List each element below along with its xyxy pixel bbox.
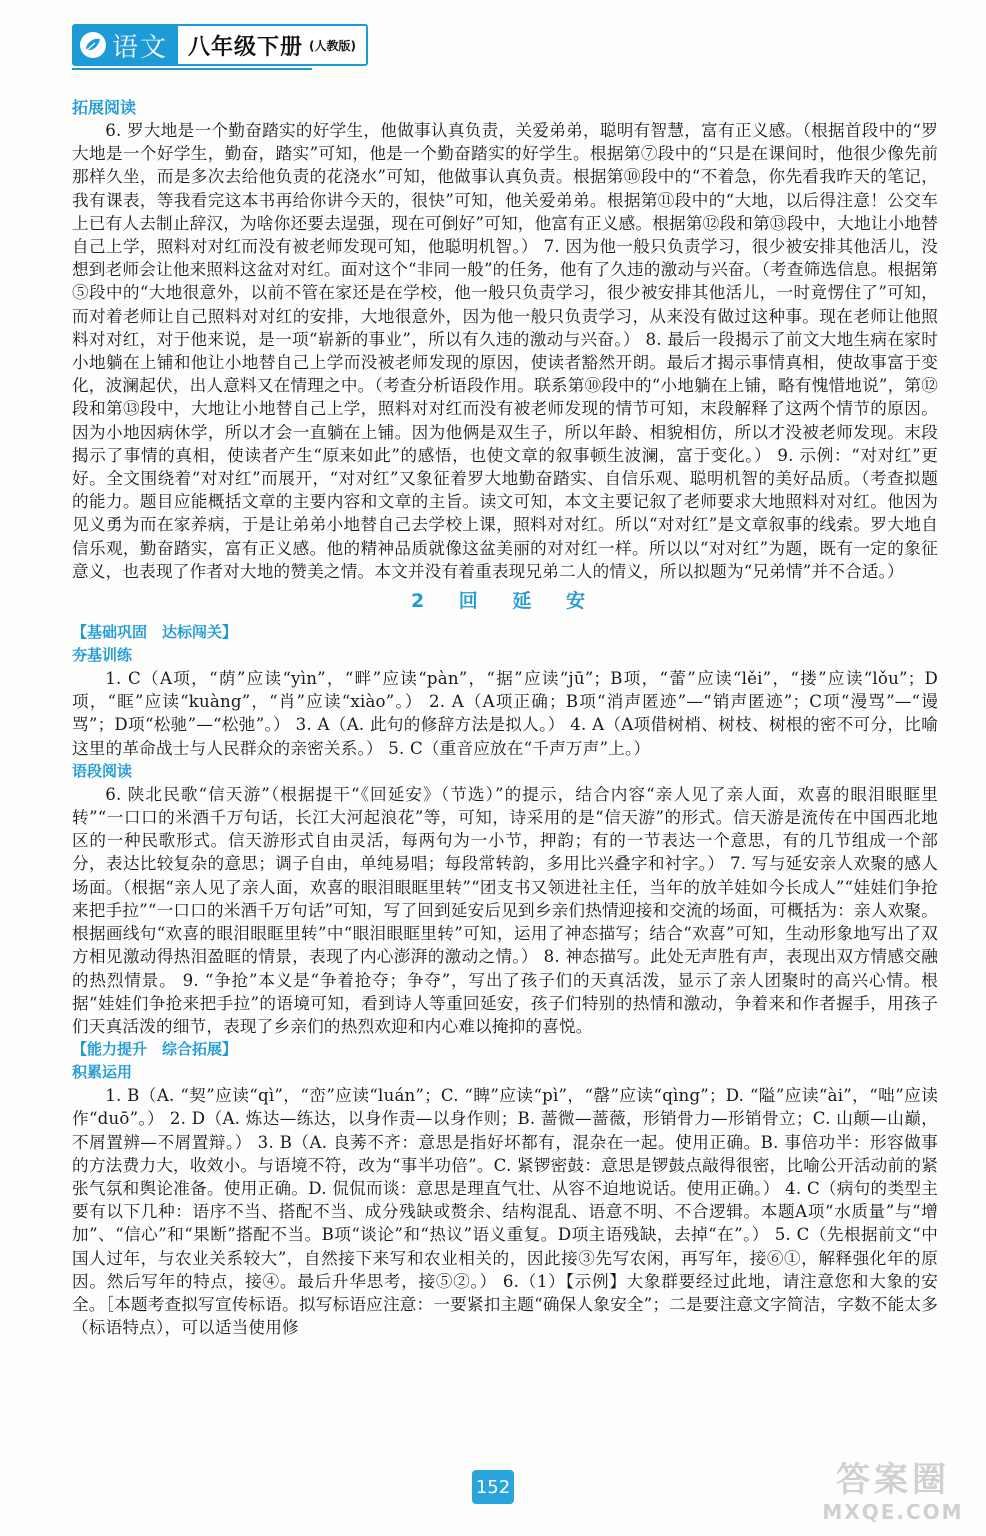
- part-heading-basic: 【基础巩固 达标闯关】: [72, 623, 238, 642]
- page-header: [72, 24, 368, 66]
- answer-paragraph: 1. B（A. “契”应读“qì”，“峦”应读“luán”；C. “睥”应读“pì”，“罄”应读“qìng”；D. “隘”应读“ài”，“咄”应读作“duō”。） 2. D（A. 炼达—练达，以身作责—以身作则；B. 蔷微—蔷薇，形销骨力—形销骨立；C. 山颠—山巅，不屑置辨—不屑置辩。） 3. B（A. 良莠不齐：意思是指好坏都有，混杂在一起。使用正确。B. 事倍功半：形容做事的方法费力大，收效小。与语境不符，改为“事半功倍”。C. 紧锣密鼓：意思是锣鼓点敲得很密，比喻公开活动前的紧张气氛和舆论准备。使用正确。D. 侃侃而谈：意思是理直气壮、从容不迫地说话。使用正确。） 4. C（病句的类型主要有以下几种：语序不当、搭配不当、成分残缺或赘余、结构混乱、语意不明、不合逻辑。本题A项“水质量”与“增加”、“信心”和“果断”搭配不当。B项“谈论”和“热议”语义重复。D项主语残缺，去掉“在”。） 5. C（先根据前文“中国人过年，与农业关系较大”，自然接下来写和农业相关的，因此接③先写农闲，再写年，接⑥①，解释强化年的原因。然后写年的特点，接④。最后升华思考，接⑤②。） 6.（1）【示例】大象群要经过此地，请注意您和大象的安全。［本题考查拟写宣传标语。拟写标语应注意：一要紧扣主题“确保人象安全”；二是要注意文字简洁，字数不能太多（标语特点），可以适当使用修: [72, 1086, 938, 1338]
- sub-heading-foundation: 夯基训练: [72, 646, 133, 665]
- subject-badge: [72, 24, 178, 66]
- grade-badge: [178, 24, 368, 66]
- sub-heading-passage-reading: 语段阅读: [72, 761, 133, 780]
- subject-label: 语文: [112, 32, 169, 63]
- header-divider: [72, 68, 312, 70]
- sub-heading-accumulation: 积累运用: [72, 1063, 133, 1082]
- watermark-main: 答案圈: [836, 1460, 950, 1500]
- answer-paragraph: 6. 陕北民歌“信天游”（根据提干“《回延安》（节选）”的提示，结合内容“亲人见了亲人面，欢喜的眼泪眼眶里转”“一口口的米酒千万句话，长江大河起浪花”等，可知，诗采用的是“信天游”的形式。信天游是流传在中国西北地区的一种民歌形式。信天游形式自由灵活，每两句为一小节，押韵；有的一节表达一个意思，有的几节组成一个部分，表达比较复杂的意思；调子自由，单纯易唱；每段常转韵，多用比兴叠字和衬字。） 7. 写与延安亲人欢聚的感人场面。（根据“亲人见了亲人面，欢喜的眼泪眼眶里转”“团支书又领进社主任，当年的放羊娃如今长成人”“娃娃们争抢来把手拉”“一口口的米酒千万句话”可知，写了回到延安后见到乡亲们热情迎接和交流的场面，可概括为：亲人欢聚。根据画线句“欢喜的眼泪眼眶里转”中“眼泪眼眶里转”可知，运用了神态描写；结合“欢喜”可知，生动形象地写出了双方相见激动得热泪盈眶的情景，表现了内心澎湃的激动之情。） 8. 神态描写。此处无声胜有声，表现出双方情感交融的热烈情景。 9. “争抢”本义是“争着抢夺；争夺”，写出了孩子们的天真活泼，显示了亲人团聚时的高兴心情。根据“娃娃们争抢来把手拉”的语境可知，看到诗人等重回延安，孩子们特别的热情和激动，争着来和作者握手，用孩子们天真活泼的细节，表现了乡亲们的热烈欢迎和内心难以掩抑的喜悦。: [72, 784, 938, 1036]
- edition-label: (人教版): [309, 38, 357, 53]
- part-heading-advanced: 【能力提升 综合拓展】: [72, 1040, 238, 1059]
- lesson-title: 2 回 延 安: [410, 590, 600, 613]
- watermark-sub: MXQE.COM: [822, 1500, 964, 1524]
- leaf-book-icon: [80, 32, 106, 58]
- answer-content: [72, 96, 938, 1339]
- page-number: 152: [472, 1470, 514, 1504]
- watermark-logo: [808, 1460, 978, 1530]
- answer-paragraph: 6. 罗大地是一个勤奋踏实的好学生，他做事认真负责，关爱弟弟，聪明有智慧，富有正义感。（根据首段中的“罗大地是一个好学生，勤奋，踏实”可知，他是一个勤奋踏实的好学生。根据第⑦段中的“只是在课间时，他很少像先前那样久坐，而是多次去给他负责的花浇水”可知，他做事认真负责。根据第⑩段中的“不着急，你先看我昨天的笔记，我有课表，等我看完这本书再给你讲今天的，很快”可知，他关爱弟弟。根据第⑪段中的“大地，以后得注意！公交车上已有人去制止辞汉，为啥你还要去逞强，现在可倒好”可知，他富有正义感。根据第⑫段和第⑬段中，大地让小地替自己上学，照料对对红而没有被老师发现可知，他聪明机智。） 7. 因为他一般只负责学习，很少被安排其他活儿，没想到老师会让他来照料这盆对对红。面对这个“非同一般”的任务，他有了久违的激动与兴奋。（考查筛选信息。根据第⑤段中的“大地很意外，以前不管在家还是在学校，他一般只负责学习，很少被安排其他活儿，一时竟愣住了”可知，而对着老师让自己照料对对红的安排，大地很意外，因为他一般只负责学习，从来没有做过这种事。现在老师让他照料对对红，对于他来说，是一项“崭新的事业”，所以有久违的激动与兴奋。） 8. 最后一段揭示了前文大地生病在家时小地躺在上铺和他让小地替自己上学而没被老师发现的原因，使读者豁然开朗。最后才揭示事情真相，使故事富于变化，波澜起伏，出人意料又在情理之中。（考查分析语段作用。联系第⑩段中的“小地躺在上铺，略有愧惜地说”，第⑫段和第⑬段中，大地让小地替自己上学，照料对对红而没有被老师发现的情节可知，末段解释了这两个情节的原因。因为小地因病休学，所以才会一直躺在上铺。因为他俩是双生子，所以年龄、相貌相仿，所以才没被老师发现。末段揭示了事情的真相，使读者产生“原来如此”的感悟，也使文章的叙事顿生波澜，富于变化。） 9. 示例：“对对红”更好。全文围绕着“对对红”而展开，“对对红”又象征着罗大地勤奋踏实、自信乐观、聪明机智的美好品质。（考查拟题的能力。题目应能概括文章的主要内容和文章的主旨。读文可知，本文主要记叙了老师要求大地照料对对红。他因为见义勇为而在家养病，于是让弟弟小地替自己去学校上课，照料对对红。所以“对对红”是文章叙事的线索。罗大地自信乐观，勤奋踏实，富有正义感。他的精神品质就像这盆美丽的对对红一样。所以以“对对红”为题，既有一定的象征意义，也表现了作者对大地的赞美之情。本文并没有着重表现兄弟二人的情义，所以拟题为“兄弟情”并不合适。）: [72, 121, 938, 581]
- grade-label: 八年级下册: [188, 34, 304, 60]
- section-title-extended-reading: 拓展阅读: [72, 98, 137, 117]
- answer-paragraph: 1. C（A项，“荫”应读“yìn”，“畔”应读“pàn”，“据”应读“jū”；B项，“蕾”应读“lěi”，“搂”应读“lǒu”；D项，“眶”应读“kuàng”，“肖”应读“xiào”。） 2. A（A项正确；B项“消声匿迹”—“销声匿迹”；C项“漫骂”—“谩骂”；D项“松驰”—“松弛”。） 3. A（A. 此句的修辞方法是拟人。） 4. A（A项借树梢、树枝、树根的密不可分，比喻这里的革命战士与人民群众的亲密关系。） 5. C（重音应放在“千声万声”上。）: [72, 669, 938, 758]
